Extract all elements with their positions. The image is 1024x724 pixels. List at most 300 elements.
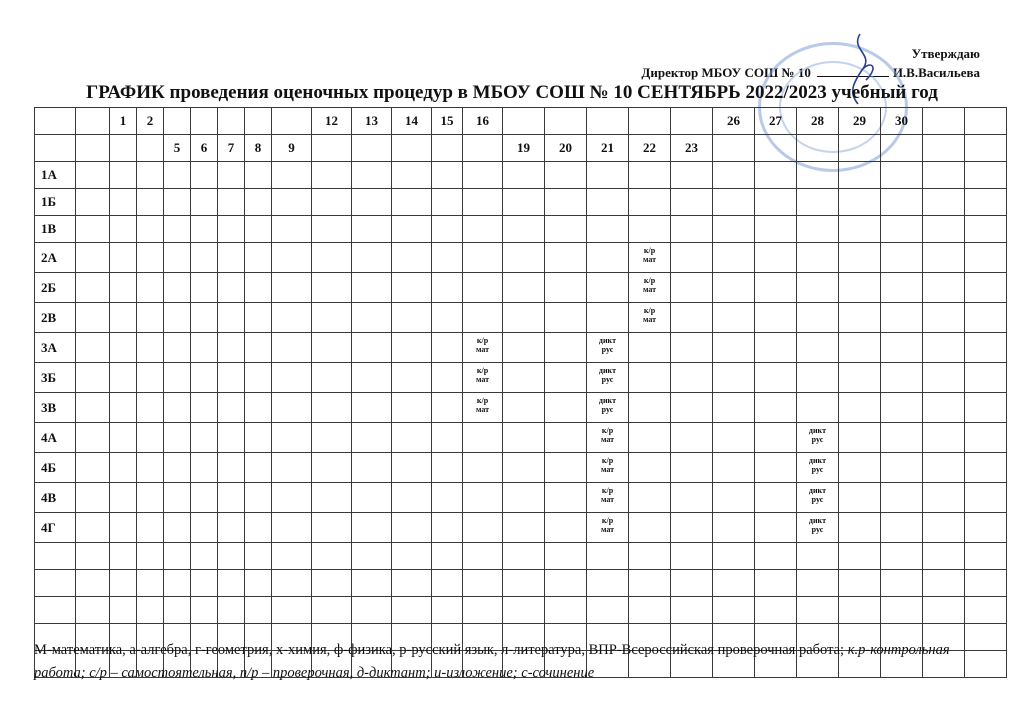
- schedule-cell: [245, 162, 272, 189]
- schedule-cell: [713, 423, 755, 453]
- event-cell: [629, 273, 671, 303]
- schedule-cell: [463, 162, 503, 189]
- schedule-cell: [965, 543, 1007, 570]
- schedule-cell: [432, 393, 463, 423]
- schedule-cell: [463, 570, 503, 597]
- schedule-cell: [713, 570, 755, 597]
- schedule-cell: [164, 333, 191, 363]
- schedule-cell: [110, 393, 137, 423]
- schedule-cell: [923, 363, 965, 393]
- date-header-cell: [110, 135, 137, 162]
- schedule-cell: [713, 216, 755, 243]
- schedule-cell: [671, 243, 713, 273]
- schedule-cell: [76, 543, 110, 570]
- schedule-cell: [965, 333, 1007, 363]
- schedule-cell: [272, 543, 312, 570]
- schedule-cell: [272, 189, 312, 216]
- event-cell: [629, 303, 671, 333]
- schedule-cell: [881, 453, 923, 483]
- schedule-cell: [392, 162, 432, 189]
- event-subject: рус: [811, 465, 824, 474]
- schedule-cell: [755, 597, 797, 624]
- schedule-cell: [352, 363, 392, 393]
- schedule-cell: [965, 303, 1007, 333]
- schedule-cell: [245, 216, 272, 243]
- event-cell: [797, 453, 839, 483]
- event-type: к/р: [643, 306, 656, 315]
- schedule-cell: [797, 243, 839, 273]
- date-header-cell: [137, 135, 164, 162]
- schedule-cell: [923, 570, 965, 597]
- event-subject: мат: [642, 315, 657, 324]
- schedule-cell: [881, 423, 923, 453]
- schedule-cell: [137, 216, 164, 243]
- schedule-cell: [965, 570, 1007, 597]
- event-type: дикт: [598, 396, 617, 405]
- schedule-cell: [191, 543, 218, 570]
- schedule-cell: [245, 570, 272, 597]
- event-subject: мат: [600, 435, 615, 444]
- schedule-cell: [923, 393, 965, 423]
- schedule-cell: [587, 597, 629, 624]
- grade-cell: [35, 543, 76, 570]
- schedule-cell: [272, 273, 312, 303]
- event-type: к/р: [643, 276, 656, 285]
- schedule-cell: [392, 273, 432, 303]
- schedule-cell: [137, 483, 164, 513]
- schedule-cell: [839, 363, 881, 393]
- schedule-cell: [191, 597, 218, 624]
- event-subject: рус: [811, 495, 824, 504]
- schedule-cell: [76, 303, 110, 333]
- schedule-cell: [432, 363, 463, 393]
- event-type: к/р: [601, 456, 614, 465]
- table-row: [35, 513, 1007, 543]
- event-subject: мат: [475, 405, 490, 414]
- schedule-cell: [312, 393, 352, 423]
- date-header-cell: [881, 135, 923, 162]
- schedule-cell: [272, 243, 312, 273]
- schedule-cell: [923, 189, 965, 216]
- schedule-cell: [312, 483, 352, 513]
- schedule-cell: [432, 483, 463, 513]
- date-header-cell: [312, 135, 352, 162]
- schedule-cell: [713, 162, 755, 189]
- schedule-cell: [797, 273, 839, 303]
- schedule-cell: [839, 243, 881, 273]
- schedule-cell: [463, 453, 503, 483]
- schedule-cell: [272, 423, 312, 453]
- schedule-cell: [352, 570, 392, 597]
- schedule-cell: [76, 570, 110, 597]
- schedule-cell: [218, 513, 245, 543]
- schedule-cell: [312, 423, 352, 453]
- schedule-cell: [272, 333, 312, 363]
- schedule-cell: [76, 393, 110, 423]
- schedule-cell: [713, 363, 755, 393]
- schedule-cell: [629, 543, 671, 570]
- schedule-cell: [839, 423, 881, 453]
- table-row: [35, 303, 1007, 333]
- schedule-cell: [545, 513, 587, 543]
- schedule-cell: [164, 543, 191, 570]
- schedule-cell: [839, 453, 881, 483]
- schedule-cell: [245, 243, 272, 273]
- date-header-cell: 12: [312, 108, 352, 135]
- date-header-cell: [545, 108, 587, 135]
- event-type: к/р: [643, 246, 656, 255]
- date-header-cell: [272, 108, 312, 135]
- schedule-cell: [110, 333, 137, 363]
- schedule-cell: [137, 543, 164, 570]
- grade-cell: 1Б: [35, 189, 76, 216]
- schedule-cell: [545, 303, 587, 333]
- schedule-cell: [191, 393, 218, 423]
- date-header-cell: [218, 108, 245, 135]
- schedule-cell: [392, 513, 432, 543]
- schedule-cell: [218, 243, 245, 273]
- date-header-cell: 21: [587, 135, 629, 162]
- schedule-cell: [392, 333, 432, 363]
- schedule-cell: [881, 333, 923, 363]
- schedule-cell: [164, 423, 191, 453]
- schedule-cell: [352, 543, 392, 570]
- schedule-cell: [137, 243, 164, 273]
- event-cell: [463, 363, 503, 393]
- date-header-cell: 27: [755, 108, 797, 135]
- schedule-cell: [463, 513, 503, 543]
- event-subject: мат: [600, 465, 615, 474]
- event-subject: мат: [475, 375, 490, 384]
- date-header-cell: [839, 135, 881, 162]
- schedule-cell: [881, 273, 923, 303]
- schedule-cell: [503, 303, 545, 333]
- schedule-cell: [587, 189, 629, 216]
- table-row: [35, 393, 1007, 423]
- date-header-cell: 30: [881, 108, 923, 135]
- schedule-cell: [965, 162, 1007, 189]
- schedule-cell: [76, 189, 110, 216]
- page-title: ГРАФИК проведения оценочных процедур в МБОУ СОШ № 10 СЕНТЯБРЬ 2022/2023 учебный год: [86, 82, 938, 103]
- schedule-cell: [671, 363, 713, 393]
- date-header-cell: 6: [191, 135, 218, 162]
- schedule-cell: [352, 303, 392, 333]
- schedule-cell: [191, 333, 218, 363]
- schedule-cell: [191, 483, 218, 513]
- schedule-cell: [881, 543, 923, 570]
- schedule-cell: [923, 597, 965, 624]
- event-cell: [463, 393, 503, 423]
- schedule-cell: [629, 162, 671, 189]
- schedule-cell: [272, 393, 312, 423]
- schedule-cell: [110, 189, 137, 216]
- grade-cell: 4Б: [35, 453, 76, 483]
- schedule-cell: [713, 513, 755, 543]
- schedule-cell: [164, 453, 191, 483]
- grade-cell: 3В: [35, 393, 76, 423]
- director-name: И.В.Васильева: [892, 65, 980, 80]
- schedule-cell: [312, 216, 352, 243]
- schedule-cell: [881, 216, 923, 243]
- schedule-cell: [137, 363, 164, 393]
- event-type: к/р: [476, 366, 489, 375]
- event-type: к/р: [601, 486, 614, 495]
- schedule-cell: [218, 570, 245, 597]
- schedule-cell: [755, 453, 797, 483]
- schedule-cell: [352, 393, 392, 423]
- schedule-cell: [218, 162, 245, 189]
- schedule-cell: [76, 243, 110, 273]
- schedule-cell: [671, 453, 713, 483]
- schedule-cell: [713, 543, 755, 570]
- schedule-cell: [923, 333, 965, 363]
- schedule-cell: [191, 513, 218, 543]
- schedule-cell: [545, 423, 587, 453]
- schedule-cell: [137, 189, 164, 216]
- schedule-cell: [137, 393, 164, 423]
- schedule-cell: [245, 393, 272, 423]
- date-header-cell: [755, 135, 797, 162]
- schedule-cell: [352, 333, 392, 363]
- schedule-cell: [164, 162, 191, 189]
- event-cell: [797, 513, 839, 543]
- schedule-cell: [218, 543, 245, 570]
- schedule-cell: [392, 597, 432, 624]
- date-header-cell: [392, 135, 432, 162]
- grade-cell: 4А: [35, 423, 76, 453]
- schedule-cell: [245, 189, 272, 216]
- schedule-cell: [245, 513, 272, 543]
- schedule-cell: [587, 273, 629, 303]
- schedule-cell: [671, 423, 713, 453]
- schedule-cell: [923, 273, 965, 303]
- date-header-cell: [463, 135, 503, 162]
- schedule-cell: [312, 162, 352, 189]
- schedule-cell: [629, 216, 671, 243]
- schedule-cell: [164, 273, 191, 303]
- schedule-cell: [503, 423, 545, 453]
- date-header-cell: 15: [432, 108, 463, 135]
- schedule-cell: [755, 363, 797, 393]
- schedule-cell: [545, 453, 587, 483]
- schedule-cell: [797, 162, 839, 189]
- schedule-cell: [629, 333, 671, 363]
- schedule-cell: [797, 570, 839, 597]
- schedule-cell: [352, 513, 392, 543]
- schedule-cell: [839, 273, 881, 303]
- legend-subjects: М-математика, а-алгебра, г-геометрия, х-химия, ф-физика, р-русский язык, л-литература, ВПР-Всероссийская проверочная работа;: [34, 642, 845, 658]
- schedule-cell: [110, 453, 137, 483]
- schedule-cell: [503, 273, 545, 303]
- header-row-2: [35, 135, 1007, 162]
- schedule-cell: [164, 363, 191, 393]
- schedule-cell: [218, 597, 245, 624]
- schedule-cell: [797, 333, 839, 363]
- grade-cell: 2В: [35, 303, 76, 333]
- table-row: [35, 363, 1007, 393]
- schedule-cell: [713, 393, 755, 423]
- schedule-cell: [881, 483, 923, 513]
- date-header-cell: 7: [218, 135, 245, 162]
- schedule-cell: [503, 333, 545, 363]
- schedule-cell: [352, 453, 392, 483]
- schedule-cell: [503, 597, 545, 624]
- table-row: [35, 597, 1007, 624]
- event-subject: рус: [811, 525, 824, 534]
- schedule-cell: [797, 363, 839, 393]
- schedule-cell: [923, 216, 965, 243]
- event-cell: [587, 483, 629, 513]
- event-type: дикт: [808, 426, 827, 435]
- schedule-cell: [432, 189, 463, 216]
- schedule-cell: [432, 423, 463, 453]
- grade-cell: [35, 597, 76, 624]
- schedule-cell: [839, 393, 881, 423]
- event-cell: [587, 363, 629, 393]
- schedule-cell: [587, 570, 629, 597]
- schedule-cell: [432, 216, 463, 243]
- date-header-cell: 16: [463, 108, 503, 135]
- schedule-cell: [164, 243, 191, 273]
- schedule-cell: [797, 543, 839, 570]
- schedule-cell: [191, 453, 218, 483]
- event-cell: [587, 333, 629, 363]
- schedule-cell: [923, 513, 965, 543]
- schedule-cell: [965, 363, 1007, 393]
- schedule-cell: [312, 333, 352, 363]
- schedule-cell: [272, 570, 312, 597]
- director-label: Директор МБОУ СОШ № 10: [641, 65, 811, 80]
- schedule-cell: [587, 303, 629, 333]
- schedule-cell: [713, 243, 755, 273]
- schedule-cell: [392, 243, 432, 273]
- schedule-cell: [137, 423, 164, 453]
- schedule-cell: [110, 216, 137, 243]
- schedule-cell: [432, 453, 463, 483]
- schedule-cell: [191, 570, 218, 597]
- date-header-cell: 9: [272, 135, 312, 162]
- date-header-cell: 14: [392, 108, 432, 135]
- schedule-cell: [164, 513, 191, 543]
- schedule-cell: [755, 423, 797, 453]
- header-corner-cell: [35, 135, 76, 162]
- date-header-cell: [352, 135, 392, 162]
- event-subject: мат: [642, 285, 657, 294]
- schedule-cell: [965, 513, 1007, 543]
- schedule-cell: [671, 393, 713, 423]
- schedule-cell: [392, 363, 432, 393]
- schedule-cell: [713, 483, 755, 513]
- schedule-cell: [272, 453, 312, 483]
- event-cell: [629, 243, 671, 273]
- schedule-cell: [312, 543, 352, 570]
- header-row-1: [35, 108, 1007, 135]
- grade-cell: 2А: [35, 243, 76, 273]
- schedule-cell: [137, 453, 164, 483]
- schedule-cell: [164, 303, 191, 333]
- schedule-cell: [463, 303, 503, 333]
- schedule-cell: [245, 483, 272, 513]
- schedule-cell: [503, 393, 545, 423]
- date-header-cell: [245, 108, 272, 135]
- schedule-cell: [272, 162, 312, 189]
- schedule-cell: [545, 363, 587, 393]
- schedule-cell: [839, 216, 881, 243]
- schedule-cell: [463, 216, 503, 243]
- date-header-cell: [629, 108, 671, 135]
- event-subject: мат: [600, 525, 615, 534]
- schedule-cell: [755, 513, 797, 543]
- schedule-cell: [312, 363, 352, 393]
- event-subject: рус: [601, 345, 614, 354]
- event-cell: [797, 423, 839, 453]
- schedule-cell: [839, 333, 881, 363]
- schedule-cell: [76, 333, 110, 363]
- schedule-cell: [503, 189, 545, 216]
- date-header-cell: [432, 135, 463, 162]
- date-header-cell: [965, 135, 1007, 162]
- schedule-cell: [76, 216, 110, 243]
- schedule-cell: [545, 597, 587, 624]
- schedule-cell: [965, 393, 1007, 423]
- schedule-cell: [312, 570, 352, 597]
- schedule-cell: [797, 393, 839, 423]
- schedule-cell: [881, 597, 923, 624]
- schedule-cell: [713, 189, 755, 216]
- table-row: [35, 483, 1007, 513]
- schedule-cell: [629, 597, 671, 624]
- schedule-cell: [76, 273, 110, 303]
- schedule-cell: [629, 570, 671, 597]
- event-cell: [587, 453, 629, 483]
- approve-label: Утверждаю: [911, 46, 980, 61]
- legend: [34, 639, 985, 685]
- schedule-cell: [503, 243, 545, 273]
- schedule-cell: [671, 162, 713, 189]
- date-header-cell: 29: [839, 108, 881, 135]
- schedule-cell: [137, 570, 164, 597]
- schedule-cell: [218, 393, 245, 423]
- schedule-cell: [797, 303, 839, 333]
- schedule-cell: [432, 243, 463, 273]
- schedule-cell: [881, 363, 923, 393]
- date-header-cell: 22: [629, 135, 671, 162]
- event-subject: мат: [642, 255, 657, 264]
- grade-cell: 1В: [35, 216, 76, 243]
- schedule-cell: [191, 216, 218, 243]
- schedule-cell: [881, 393, 923, 423]
- table-row: [35, 570, 1007, 597]
- schedule-cell: [110, 423, 137, 453]
- date-header-cell: [76, 135, 110, 162]
- schedule-cell: [587, 543, 629, 570]
- event-subject: рус: [601, 375, 614, 384]
- schedule-cell: [545, 216, 587, 243]
- schedule-cell: [352, 483, 392, 513]
- event-type: к/р: [601, 516, 614, 525]
- schedule-cell: [503, 162, 545, 189]
- date-header-cell: 2: [137, 108, 164, 135]
- schedule-cell: [839, 303, 881, 333]
- schedule-cell: [245, 363, 272, 393]
- event-cell: [587, 513, 629, 543]
- schedule-cell: [218, 189, 245, 216]
- date-header-cell: 13: [352, 108, 392, 135]
- schedule-cell: [629, 513, 671, 543]
- event-cell: [463, 333, 503, 363]
- date-header-cell: [713, 135, 755, 162]
- schedule-cell: [432, 543, 463, 570]
